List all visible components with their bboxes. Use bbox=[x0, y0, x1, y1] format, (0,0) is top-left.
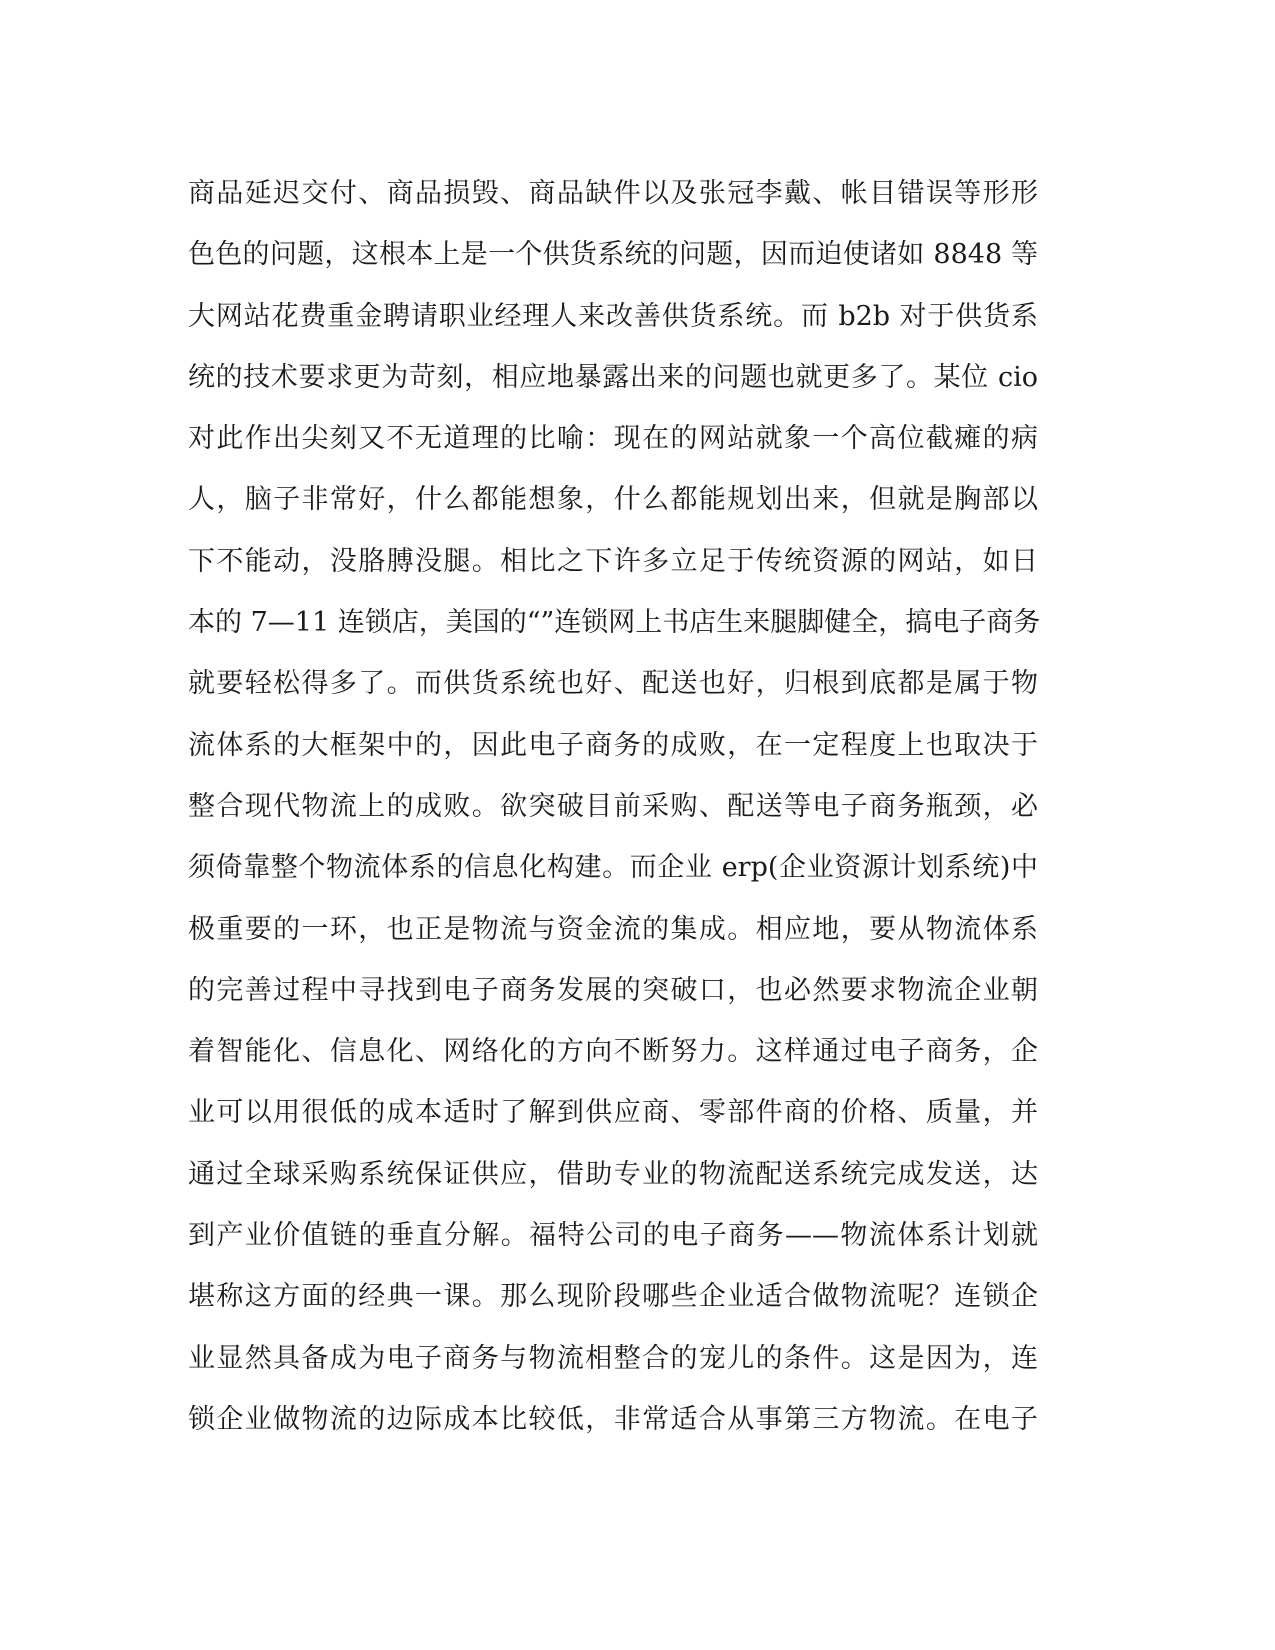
text-line: 整合现代物流上的成败。欲突破目前采购、配送等电子商务瓶颈，必 bbox=[188, 790, 1038, 822]
text-line: 通过全球采购系统保证供应，借助专业的物流配送系统完成发送，达 bbox=[188, 1158, 1038, 1190]
text-line: 极重要的一环，也正是物流与资金流的集成。相应地，要从物流体系 bbox=[188, 913, 1038, 945]
text-line: 大网站花费重金聘请职业经理人来改善供货系统。而 b2b 对于供货系 bbox=[188, 300, 1038, 332]
text-line: 色色的问题，这根本上是一个供货系统的问题，因而迫使诸如 8848 等 bbox=[188, 239, 1038, 271]
text-line: 业可以用很低的成本适时了解到供应商、零部件商的价格、质量，并 bbox=[188, 1097, 1038, 1129]
text-line: 商品延迟交付、商品损毁、商品缺件以及张冠李戴、帐目错误等形形 bbox=[188, 178, 1038, 209]
text-line: 须倚靠整个物流体系的信息化构建。而企业 erp(企业资源计划系统)中 bbox=[188, 852, 1038, 884]
text-line: 流体系的大框架中的，因此电子商务的成败，在一定程度上也取决于 bbox=[188, 729, 1038, 761]
body-paragraph bbox=[188, 163, 1088, 1450]
text-line: 就要轻松得多了。而供货系统也好、配送也好，归根到底都是属于物 bbox=[188, 668, 1038, 700]
text-line: 锁企业做物流的边际成本比较低，非常适合从事第三方物流。在电子 bbox=[188, 1403, 1038, 1435]
text-line: 堪称这方面的经典一课。那么现阶段哪些企业适合做物流呢？连锁企 bbox=[188, 1281, 1038, 1313]
text-line: 下不能动，没胳膊没腿。相比之下许多立足于传统资源的网站，如日 bbox=[188, 545, 1038, 577]
text-line: 人，脑子非常好，什么都能想象，什么都能规划出来，但就是胸部以 bbox=[188, 484, 1038, 516]
text-line: 统的技术要求更为苛刻，相应地暴露出来的问题也就更多了。某位 cio bbox=[188, 361, 1038, 393]
text-line: 着智能化、信息化、网络化的方向不断努力。这样通过电子商务，企 bbox=[188, 1036, 1038, 1068]
text-line: 的完善过程中寻找到电子商务发展的突破口，也必然要求物流企业朝 bbox=[188, 974, 1038, 1006]
text-line: 业显然具备成为电子商务与物流相整合的宠儿的条件。这是因为，连 bbox=[188, 1342, 1038, 1374]
text-line: 对此作出尖刻又不无道理的比喻：现在的网站就象一个高位截瘫的病 bbox=[188, 423, 1038, 455]
text-line: 本的 7—11 连锁店，美国的“”连锁网上书店生来腿脚健全，搞电子商务 bbox=[188, 607, 1041, 639]
text-line: 到产业价值链的垂直分解。福特公司的电子商务——物流体系计划就 bbox=[188, 1220, 1038, 1252]
